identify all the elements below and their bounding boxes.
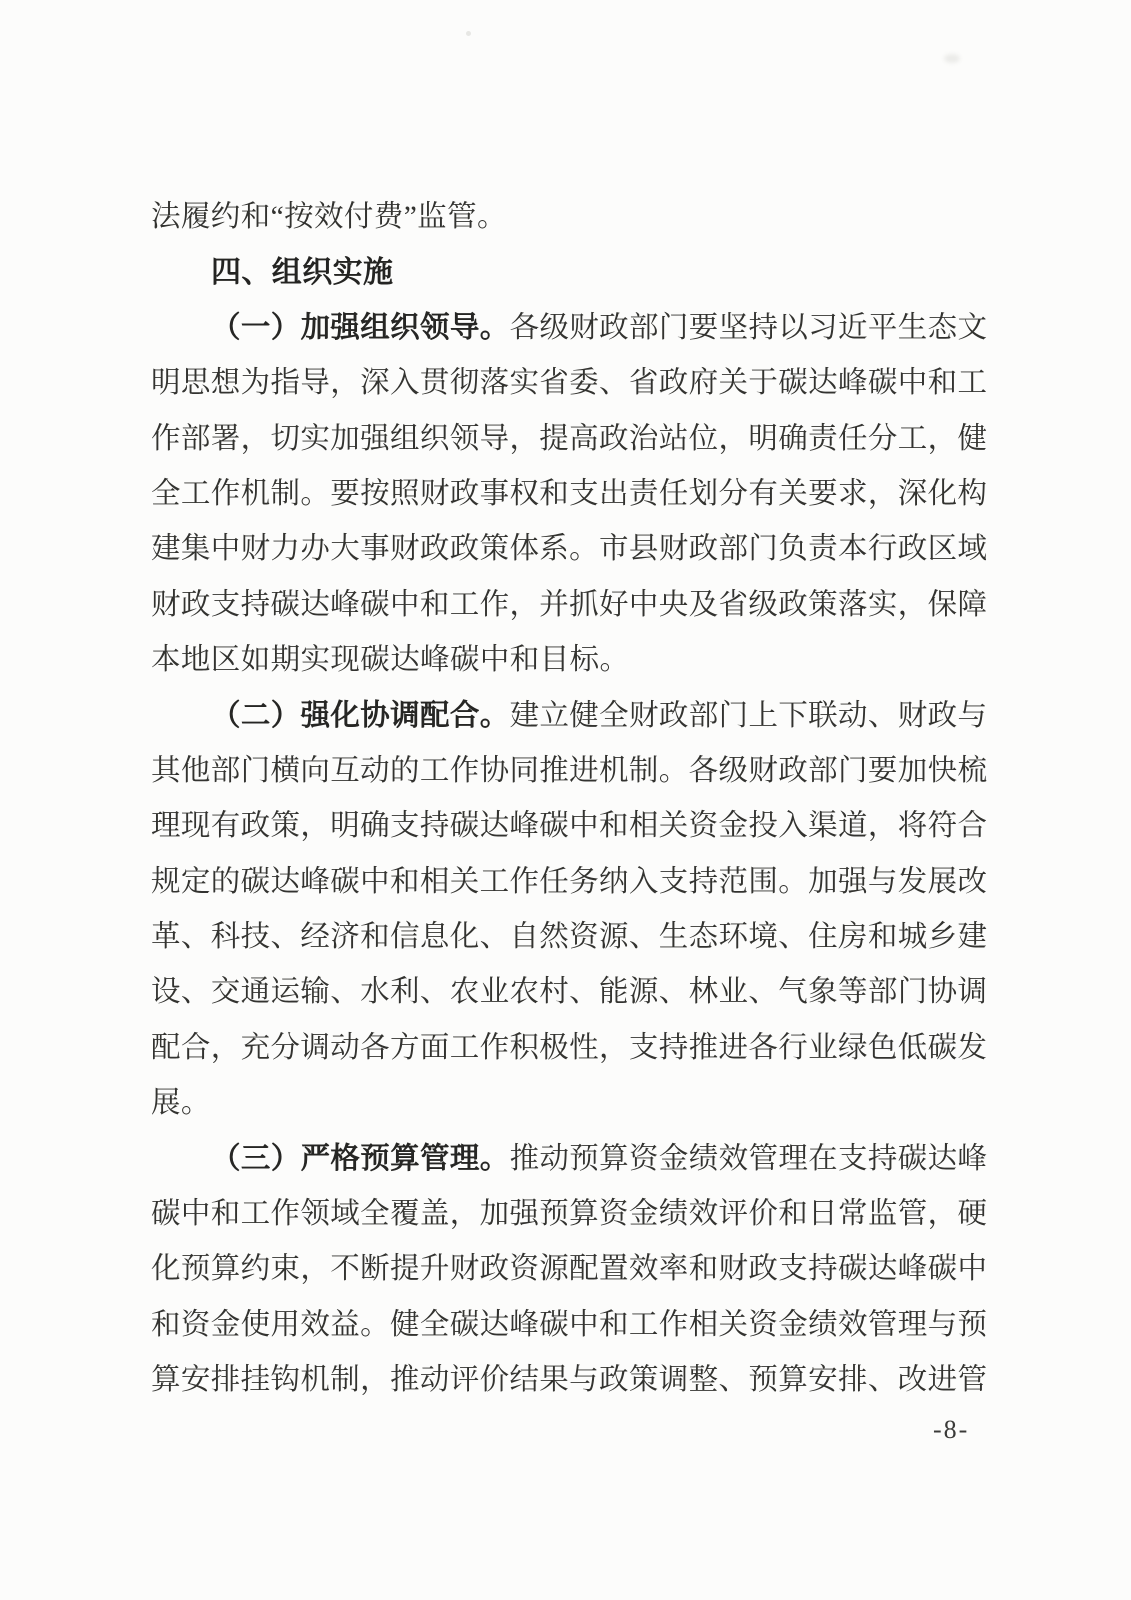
paragraph-2-lead: （二）强化协调配合。: [211, 699, 510, 732]
carryover-line: 法履约和“按效付费”监管。: [151, 201, 507, 233]
paragraph-2-last-line: 展。: [151, 1087, 211, 1120]
scan-artifact: [944, 54, 960, 63]
section-heading: 四、组织实施: [211, 256, 394, 290]
text-line: 其他部门横向互动的工作协同推进机制。各级财政部门要加快梳: [151, 754, 987, 787]
text-line: 革、科技、经济和信息化、自然资源、生态环境、住房和城乡建: [151, 921, 987, 954]
text-line: 算安排挂钩机制，推动评价结果与政策调整、预算安排、改进管: [151, 1364, 987, 1397]
text-line: 作部署，切实加强组织领导，提高政治站位，明确责任分工，健: [151, 422, 987, 455]
paragraph-1-last-line: 本地区如期实现碳达峰碳中和目标。: [151, 644, 630, 677]
text-line: 配合，充分调动各方面工作积极性，支持推进各行业绿色低碳发: [151, 1031, 987, 1064]
text-line: 建集中财力办大事财政政策体系。市县财政部门负责本行政区域: [151, 533, 987, 566]
text-line: 规定的碳达峰碳中和相关工作任务纳入支持范围。加强与发展改: [151, 865, 987, 898]
text-line: 设、交通运输、水利、农业农村、能源、林业、气象等部门协调: [151, 976, 987, 1009]
scan-artifact: [466, 31, 471, 36]
text-line: 明思想为指导，深入贯彻落实省委、省政府关于碳达峰碳中和工: [151, 367, 987, 400]
paragraph-2-first-line: [151, 689, 987, 744]
page-number: -8-: [933, 1415, 970, 1444]
text-line: 理现有政策，明确支持碳达峰碳中和相关资金投入渠道，将符合: [151, 810, 987, 843]
paragraph-3-lead: （三）严格预算管理。: [211, 1142, 510, 1175]
text-line: 化预算约束，不断提升财政资源配置效率和财政支持碳达峰碳中: [151, 1253, 987, 1286]
text-line: 全工作机制。要按照财政事权和支出责任划分有关要求，深化构: [151, 477, 987, 510]
document-body: [151, 190, 987, 1409]
paragraph-3-first-line-rest: 推动预算资金绩效管理在支持碳达峰: [509, 1142, 987, 1175]
text-line: 碳中和工作领域全覆盖，加强预算资金绩效评价和日常监管，硬: [151, 1198, 987, 1231]
paragraph-1-first-line: [151, 301, 987, 356]
text-line: 和资金使用效益。健全碳达峰碳中和工作相关资金绩效管理与预: [151, 1308, 987, 1341]
paragraph-1-first-line-rest: 各级财政部门要坚持以习近平生态文: [509, 311, 987, 344]
text-line: 财政支持碳达峰碳中和工作，并抓好中央及省级政策落实，保障: [151, 588, 987, 621]
paragraph-1-lead: （一）加强组织领导。: [211, 311, 510, 344]
paragraph-3-first-line: [151, 1132, 987, 1187]
paragraph-2-first-line-rest: 建立健全财政部门上下联动、财政与: [509, 699, 987, 732]
